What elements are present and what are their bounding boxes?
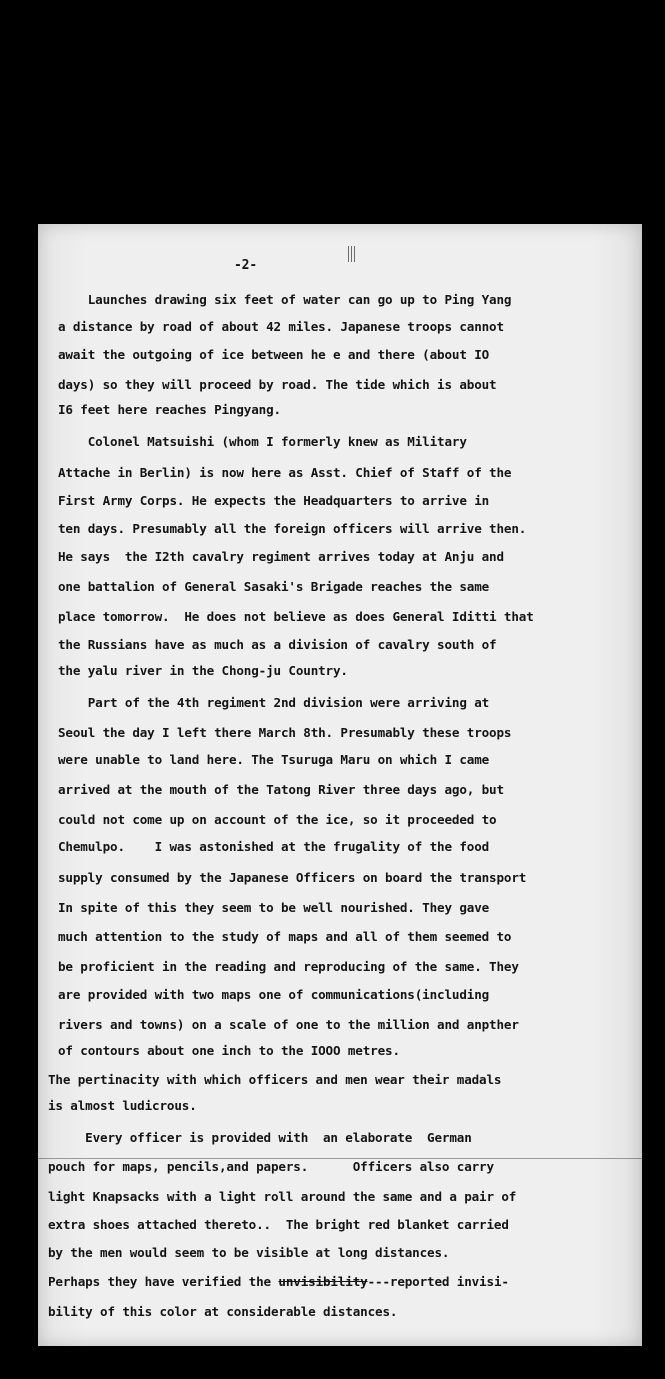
text-line: He says the I2th cavalry regiment arrives today at Anju and [58,549,504,564]
page-number: -2- [234,258,258,273]
text-line: Colonel Matsuishi (whom I formerly knew as Military [58,434,467,449]
text-line: place tomorrow. He does not believe as does General Iditti that [58,609,534,624]
text-line: bility of this color at considerable distances. [48,1304,398,1319]
text-line: light Knapsacks with a light roll around the same and a pair of [48,1189,517,1204]
text-line: by the men would seem to be visible at long distances. [48,1245,450,1260]
text-line: In spite of this they seem to be well nourished. They gave [58,900,490,915]
text-line: much attention to the study of maps and all of them seemed to [58,929,512,944]
text-line: arrived at the mouth of the Tatong River three days ago, but [58,782,504,797]
struck-word: unvisibility [278,1274,368,1289]
text-line: First Army Corps. He expects the Headquarters to arrive in [58,493,490,508]
text-line: Part of the 4th regiment 2nd division were arriving at [58,695,490,710]
text-line: supply consumed by the Japanese Officers on board the transport [58,870,527,885]
text-line: be proficient in the reading and reproducing of the same. They [58,959,519,974]
text-line: is almost ludicrous. [48,1098,197,1113]
text-line: extra shoes attached thereto.. The bright red blanket carried [48,1217,509,1232]
text-line: The pertinacity with which officers and men wear their madals [48,1072,502,1087]
text-line: ten days. Presumably all the foreign officers will arrive then. [58,521,527,536]
text-line: rivers and towns) on a scale of one to the million and anpther [58,1017,519,1032]
text-line: one battalion of General Sasaki's Brigade reaches the same [58,579,490,594]
text-line: Chemulpo. I was astonished at the frugality of the food [58,839,490,854]
text-line: days) so they will proceed by road. The tide which is about [58,377,497,392]
text-line: of contours about one inch to the IOOO metres. [58,1043,400,1058]
text-line: Launches drawing six feet of water can go up to Ping Yang [58,292,512,307]
text-line: pouch for maps, pencils,and papers. Officers also carry [48,1159,494,1174]
text-line: were unable to land here. The Tsuruga Maru on which I came [58,752,490,767]
text-line: I6 feet here reaches Pingyang. [58,402,281,417]
text-fragment: Perhaps they have verified the [48,1274,279,1289]
text-line: could not come up on account of the ice, so it proceeded to [58,812,497,827]
typed-text [38,224,642,1346]
text-line: the yalu river in the Chong-ju Country. [58,663,348,678]
text-line: Seoul the day I left there March 8th. Presumably these troops [58,725,512,740]
text-line: Every officer is provided with an elaborate German [48,1130,472,1145]
text-line: the Russians have as much as a division of cavalry south of [58,637,497,652]
text-line: Attache in Berlin) is now here as Asst. Chief of Staff of the [58,465,512,480]
text-line: await the outgoing of ice between he e and there (about IO [58,347,490,362]
document-page [38,224,642,1346]
text-fragment: ---reported invisi- [367,1274,509,1289]
text-line: are provided with two maps one of communications(including [58,987,490,1002]
text-line: a distance by road of about 42 miles. Japanese troops cannot [58,319,504,334]
text-line [48,1274,509,1290]
